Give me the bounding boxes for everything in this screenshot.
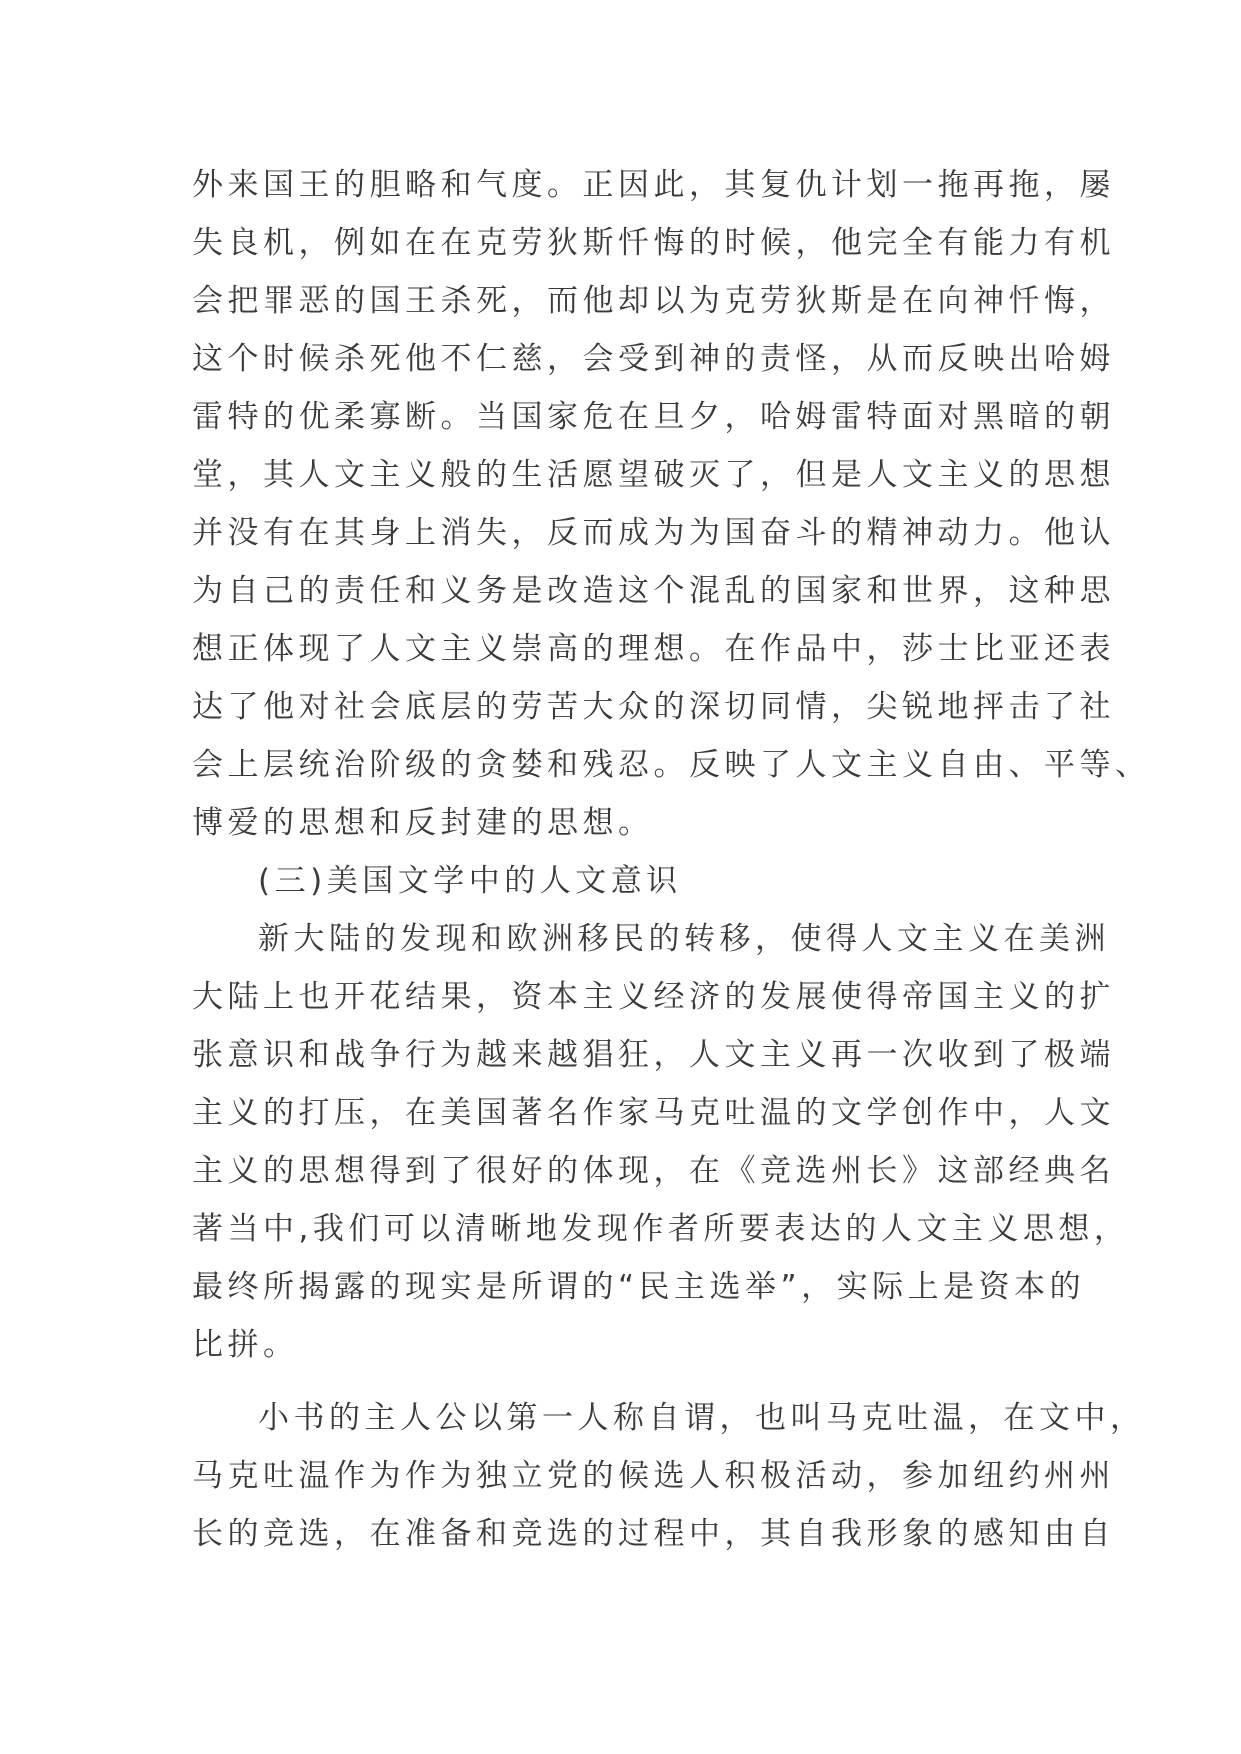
document-body bbox=[192, 156, 1151, 1563]
text-line: 长的竞选，在准备和竞选的过程中，其自我形象的感知由自 bbox=[192, 1516, 1115, 1552]
section-heading: (三)美国文学中的人文意识 bbox=[258, 863, 682, 899]
text-line: 失良机，例如在在克劳狄斯忏悔的时候，他完全有能力有机 bbox=[192, 225, 1115, 261]
text-line: 并没有在其身上消失，反而成为为国奋斗的精神动力。他认 bbox=[192, 515, 1115, 551]
text-line: 主义的思想得到了很好的体现，在《竞选州长》这部经典名 bbox=[192, 1153, 1115, 1189]
text-line: 著当中,我们可以清晰地发现作者所要表达的人文主义思想， bbox=[192, 1211, 1130, 1247]
text-line: 会把罪恶的国王杀死，而他却以为克劳狄斯是在向神忏悔， bbox=[192, 283, 1115, 319]
text-line: 小书的主人公以第一人称自谓，也叫马克吐温，在文中， bbox=[258, 1400, 1146, 1436]
text-line: 张意识和战争行为越来越猖狂，人文主义再一次收到了极端 bbox=[192, 1037, 1115, 1073]
text-line: 新大陆的发现和欧洲移民的转移，使得人文主义在美洲 bbox=[258, 921, 1110, 957]
text-line: 主义的打压，在美国著名作家马克吐温的文学创作中，人文 bbox=[192, 1095, 1115, 1131]
text-line: 堂，其人文主义般的生活愿望破灭了，但是人文主义的思想 bbox=[192, 457, 1115, 493]
text-line: 想正体现了人文主义崇高的理想。在作品中，莎士比亚还表 bbox=[192, 631, 1115, 667]
text-line: 这个时候杀死他不仁慈，会受到神的责怪，从而反映出哈姆 bbox=[192, 341, 1115, 377]
text-line: 为自己的责任和义务是改造这个混乱的国家和世界，这种思 bbox=[192, 573, 1115, 609]
text-line: 大陆上也开花结果，资本主义经济的发展使得帝国主义的扩 bbox=[192, 979, 1115, 1015]
text-line: 会上层统治阶级的贪婪和残忍。反映了人文主义自由、平等、 bbox=[192, 747, 1151, 783]
text-line: 马克吐温作为作为独立党的候选人积极活动，参加纽约州州 bbox=[192, 1458, 1115, 1494]
text-line: 比拼。 bbox=[192, 1327, 299, 1363]
text-line: 博爱的思想和反封建的思想。 bbox=[192, 805, 654, 841]
text-line: 达了他对社会底层的劳苦大众的深切同情，尖锐地抨击了社 bbox=[192, 689, 1115, 725]
text-line: 雷特的优柔寡断。当国家危在旦夕，哈姆雷特面对黑暗的朝 bbox=[192, 399, 1115, 435]
text-line: 外来国王的胆略和气度。正因此，其复仇计划一拖再拖，屡 bbox=[192, 167, 1115, 203]
text-line: 最终所揭露的现实是所谓的“民主选举”，实际上是资本的 bbox=[192, 1269, 1086, 1305]
